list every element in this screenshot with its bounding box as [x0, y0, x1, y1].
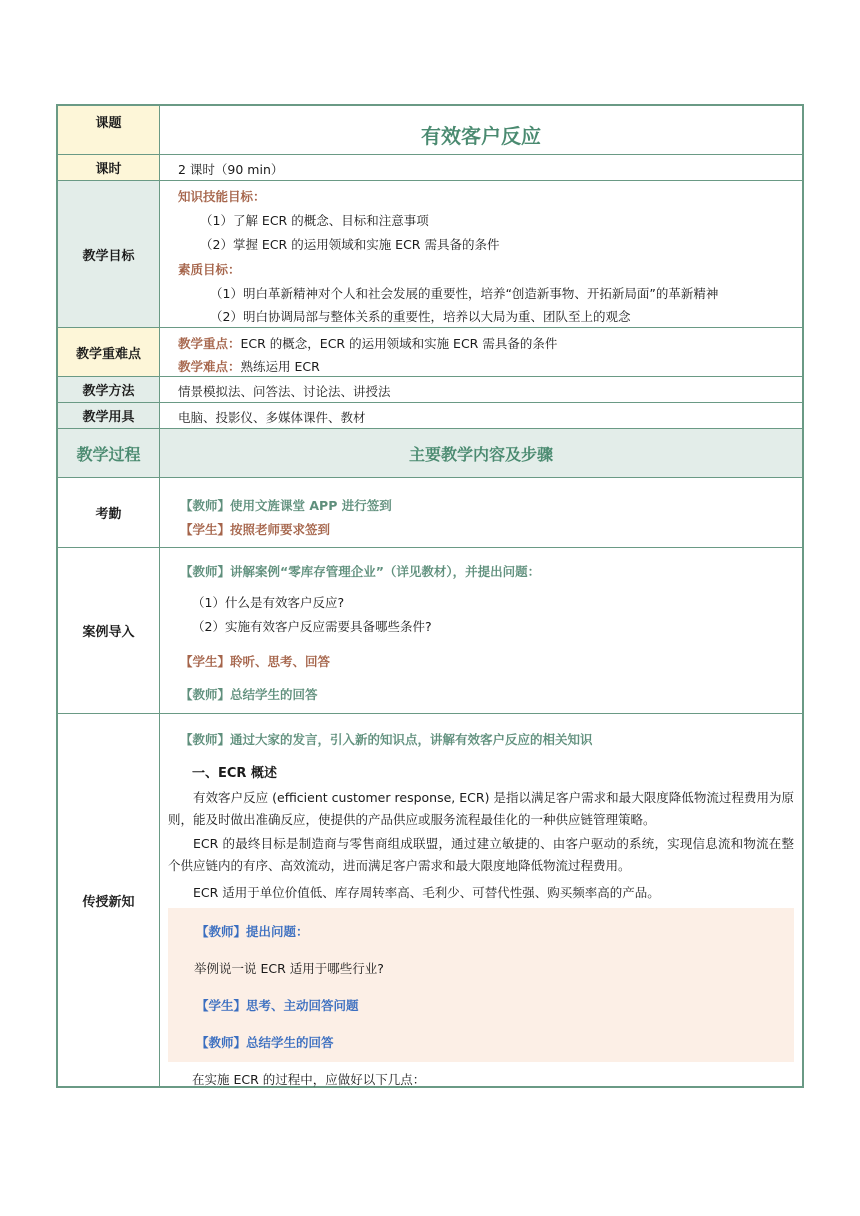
box-summary: 【教师】总结学生的回答 — [196, 1035, 334, 1050]
knowledge-goal-1: （1）了解 ECR 的概念、目标和注意事项 — [200, 213, 429, 228]
case-summary: 【教师】总结学生的回答 — [180, 687, 318, 702]
tools-value: 电脑、投影仪、多媒体课件、教材 — [178, 410, 366, 425]
lesson-title: 有效客户反应 — [421, 124, 541, 148]
key-point-label: 教学重点： — [178, 336, 241, 351]
quality-goal-1: （1）明白革新精神对个人和社会发展的重要性，培养“创造新事物、开拓新局面”的革新精神 — [210, 286, 719, 301]
case-question-1: （1）什么是有效客户反应? — [192, 595, 345, 610]
process-content-header: 主要教学内容及步骤 — [408, 444, 553, 464]
difficult-point-text: 熟练运用 ECR — [240, 359, 320, 374]
hours-row — [58, 155, 802, 181]
paragraph-4: 在实施 ECR 的过程中，应做好以下几点： — [192, 1072, 426, 1087]
case-teacher: 【教师】讲解案例“零库存管理企业”（详见教材），并提出问题： — [180, 564, 541, 579]
paragraph-1: 有效客户反应 (efficient customer response, ECR) 是指以满足客户需求和最大限度降低物流过程费用为原则，能及时做出准确反应，使提供的产品供应或服务流程最佳化的一种供应链管理策略。 — [168, 790, 794, 827]
box-teacher: 【教师】提出问题： — [196, 924, 309, 939]
case-label: 案例导入 — [58, 548, 160, 713]
topic-row — [58, 106, 802, 155]
keypoints-label: 教学重难点 — [58, 328, 160, 376]
box-question: 举例说一说 ECR 适用于哪些行业? — [194, 961, 384, 976]
difficult-point-label: 教学难点： — [178, 359, 241, 374]
attendance-row — [58, 478, 802, 548]
process-header-row — [58, 429, 802, 478]
teach-label: 传授新知 — [58, 714, 160, 1086]
tools-row — [58, 403, 802, 429]
tools-label: 教学用具 — [58, 403, 160, 428]
paragraph-3: ECR 适用于单位价值低、库存周转率高、毛利少、可替代性强、购买频率高的产品。 — [193, 885, 660, 900]
attendance-teacher: 【教师】使用文旌课堂 APP 进行签到 — [180, 498, 392, 513]
case-question-2: （2）实施有效客户反应需要具备哪些条件? — [192, 619, 432, 634]
hours-value: 2 课时（90 min） — [178, 162, 284, 177]
key-point — [178, 334, 557, 352]
methods-value: 情景模拟法、问答法、讨论法、讲授法 — [178, 384, 391, 399]
question-box — [168, 908, 794, 1062]
attendance-student: 【学生】按照老师要求签到 — [180, 522, 331, 537]
quality-goal-2: （2）明白协调局部与整体关系的重要性，培养以大局为重、团队至上的观念 — [210, 309, 631, 324]
methods-label: 教学方法 — [58, 377, 160, 402]
box-student: 【学生】思考、主动回答问题 — [196, 998, 359, 1013]
difficult-point — [178, 357, 320, 375]
topic-label: 课题 — [58, 106, 160, 154]
key-point-text: ECR 的概念，ECR 的运用领域和实施 ECR 需具备的条件 — [240, 336, 558, 351]
knowledge-goal-2: （2）掌握 ECR 的运用领域和实施 ECR 需具备的条件 — [200, 237, 500, 252]
teach-row — [58, 714, 802, 1086]
case-row — [58, 548, 802, 714]
paragraph-2: ECR 的最终目标是制造商与零售商组成联盟，通过建立敏捷的、由客户驱动的系统，实现信息流和物流在整个供应链内的有序、高效流动，进而满足客户需求和最大限度地降低物流过程费用。 — [168, 836, 794, 873]
keypoints-row — [58, 328, 802, 377]
quality-heading: 素质目标： — [178, 262, 241, 277]
methods-row — [58, 377, 802, 403]
case-student: 【学生】聆听、思考、回答 — [180, 654, 331, 669]
process-label: 教学过程 — [58, 429, 160, 477]
hours-label: 课时 — [58, 155, 160, 180]
knowledge-heading: 知识技能目标： — [178, 189, 266, 204]
lesson-plan-table — [56, 104, 804, 1088]
goals-label: 教学目标 — [58, 181, 160, 327]
goals-row — [58, 181, 802, 328]
teach-teacher: 【教师】通过大家的发言，引入新的知识点，讲解有效客户反应的相关知识 — [180, 732, 593, 747]
section-heading: 一、ECR 概述 — [192, 766, 277, 781]
attendance-label: 考勤 — [58, 478, 160, 547]
